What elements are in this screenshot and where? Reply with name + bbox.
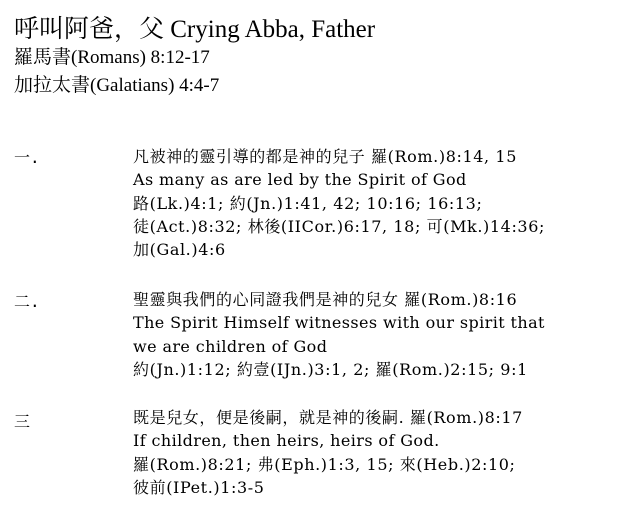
section-english: we are children of God <box>133 336 328 356</box>
section-1-block <box>133 145 628 261</box>
section-english: If children, then heirs, heirs of God. <box>133 431 440 451</box>
section-refs: 徒(Act.)8:32; 林後(IICor.)6:17, 18; 可(Mk.)14:36; <box>133 216 545 236</box>
section-heading: 凡被神的靈引導的都是神的兒子 羅(Rom.)8:14, 15 <box>133 147 517 166</box>
section-refs: 加(Gal.)4:6 <box>133 240 226 260</box>
section-refs: 彼前(IPet.)1:3-5 <box>133 477 265 497</box>
section-refs: 羅(Rom.)8:21; 弗(Eph.)1:3, 15; 來(Heb.)2:10; <box>133 454 516 474</box>
section-number: 二. <box>14 292 40 311</box>
section-heading: 既是兒女，便是後嗣，就是神的後嗣. 羅(Rom.)8:17 <box>133 408 523 427</box>
section-2-block <box>133 288 628 381</box>
section-3-block <box>133 406 628 499</box>
section-refs: 約(Jn.)1:12; 約壹(IJn.)3:1, 2; 羅(Rom.)2:15; 9:1 <box>133 359 528 379</box>
scripture-ref-romans: 羅馬書(Romans) 8:12-17 <box>14 47 210 68</box>
section-english: The Spirit Himself witnesses with our spirit that <box>133 313 545 333</box>
page-title: 呼叫阿爸，父 Crying Abba, Father <box>14 16 376 43</box>
section-english: As many as are led by the Spirit of God <box>133 170 467 190</box>
scripture-ref-galatians: 加拉太書(Galatians) 4:4-7 <box>14 75 220 96</box>
section-number: 一. <box>14 148 40 167</box>
section-heading: 聖靈與我們的心同證我們是神的兒女 羅(Rom.)8:16 <box>133 290 518 309</box>
section-refs: 路(Lk.)4:1; 約(Jn.)1:41, 42; 10:16; 16:13; <box>133 193 483 213</box>
section-number: 三 <box>14 412 31 431</box>
